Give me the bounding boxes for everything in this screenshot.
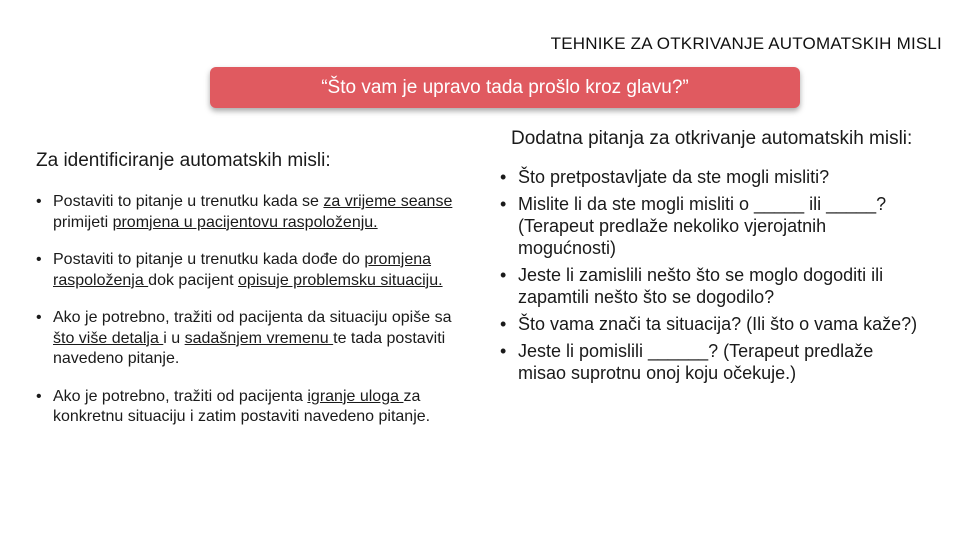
- left-bullet-list: [36, 192, 456, 428]
- bullet-icon: •: [500, 167, 507, 187]
- bullet-icon: •: [500, 194, 507, 214]
- left-heading: Za identificiranje automatskih misli:: [36, 150, 331, 171]
- underlined-text: sadašnjem vremenu: [184, 329, 334, 347]
- underlined-text: opisuje problemsku situaciju.: [238, 271, 443, 289]
- slide-title: TEHNIKE ZA OTKRIVANJE AUTOMATSKIH MISLI: [550, 34, 942, 53]
- underlined-text: igranje uloga: [307, 387, 404, 405]
- list-item: • Ako je potrebno, tražiti od pacijenta igranje uloga za konkretnu situaciju i zatim postaviti navedeno pitanje.: [36, 387, 431, 425]
- bullet-icon: •: [500, 341, 507, 361]
- list-item: • Što vama znači ta situacija? (Ili što o vama kaže?): [500, 314, 918, 334]
- bullet-icon: •: [500, 314, 507, 334]
- banner-text: “Što vam je upravo tada prošlo kroz glavu?”: [321, 76, 689, 98]
- list-item: • Što pretpostavljate da ste mogli misliti?: [500, 167, 830, 187]
- bullet-icon: •: [36, 309, 42, 326]
- right-heading: Dodatna pitanja za otkrivanje automatskih misli:: [511, 128, 913, 149]
- bullet-icon: •: [500, 265, 507, 285]
- bullet-icon: •: [36, 193, 42, 210]
- right-bullet-list: [500, 166, 920, 384]
- question-banner: [210, 67, 800, 108]
- right-column: [500, 128, 920, 389]
- underlined-text: što više detalja: [53, 329, 164, 347]
- list-item: • Jeste li pomislili ______? (Terapeut predlaže misao suprotnu onoj koju očekuje.): [500, 341, 874, 383]
- underlined-text: promjena raspoloženja: [53, 251, 432, 289]
- list-item: • Jeste li zamislili nešto što se moglo dogoditi ili zapamtili nešto što se dogodilo?: [500, 265, 884, 307]
- list-item: • Postaviti to pitanje u trenutku kada se za vrijeme seanse primijeti promjena u pacijentovu raspoloženju.: [36, 193, 453, 231]
- list-item: • Ako je potrebno, tražiti od pacijenta da situaciju opiše sa što više detalja i u sadašnjem vremenu te tada postaviti navedeno pitanje.: [36, 309, 452, 367]
- list-item: • Postaviti to pitanje u trenutku kada dođe do promjena raspoloženja dok pacijent opisuje problemsku situaciju.: [36, 251, 443, 289]
- bullet-icon: •: [36, 387, 42, 405]
- underlined-text: promjena u pacijentovu raspoloženju.: [112, 213, 378, 231]
- left-column: [36, 150, 456, 445]
- underlined-text: za vrijeme seanse: [323, 193, 453, 210]
- list-item: • Mislite li da ste mogli misliti o _____ ili _____? (Terapeut predlaže nekoliko vjerojatnih mogućnosti): [500, 194, 887, 258]
- bullet-icon: •: [36, 251, 42, 268]
